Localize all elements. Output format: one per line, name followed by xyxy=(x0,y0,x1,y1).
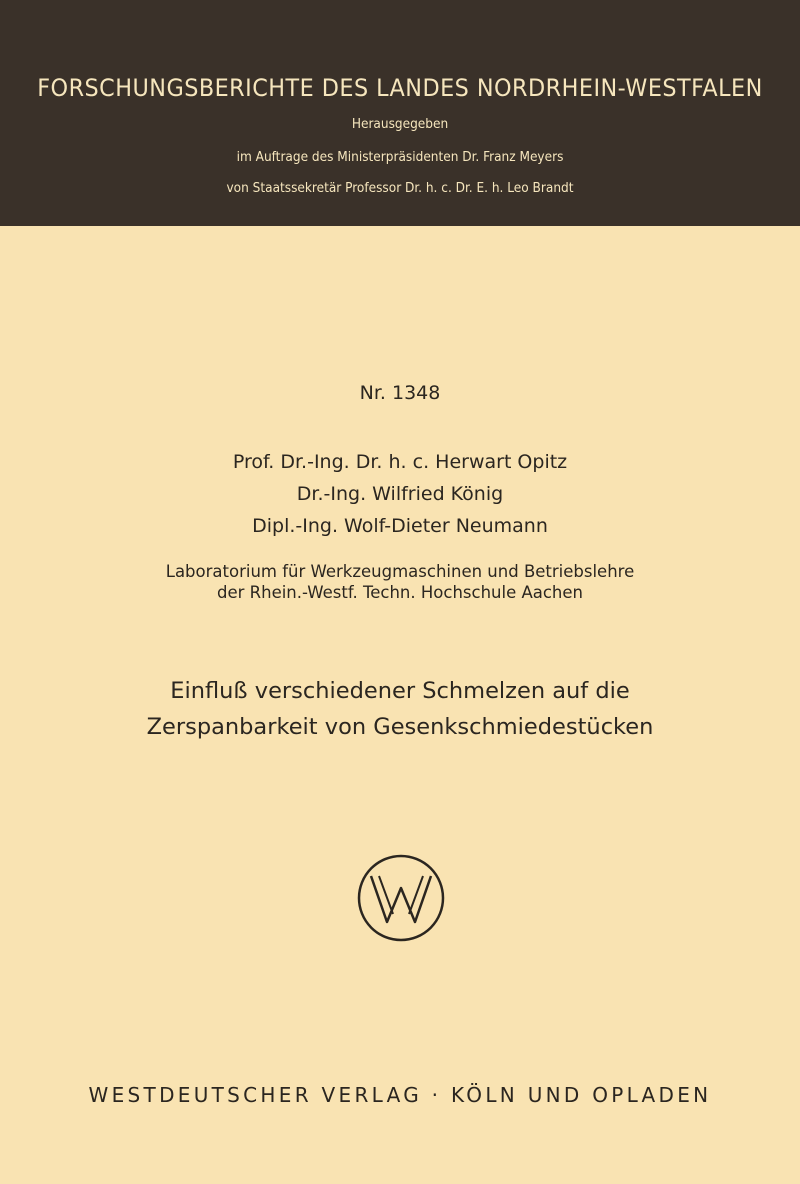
author: Dipl.-Ing. Wolf-Dieter Neumann xyxy=(252,515,548,537)
author: Dr.-Ing. Wilfried König xyxy=(296,483,504,505)
series-title: FORSCHUNGSBERICHTE DES LANDES NORDRHEIN-WESTFALEN xyxy=(37,74,763,102)
book-title-line: Zerspanbarkeit von Gesenkschmiedestücken xyxy=(146,714,654,740)
header-band xyxy=(0,0,800,226)
publisher-line: WESTDEUTSCHER VERLAG · KÖLN UND OPLADEN xyxy=(88,1083,712,1107)
editor-line: Herausgegeben xyxy=(351,116,449,132)
editor-line: im Auftrage des Ministerpräsidenten Dr. Franz Meyers xyxy=(236,149,564,165)
institution-line: der Rhein.-Westf. Techn. Hochschule Aachen xyxy=(217,583,583,602)
institution-line: Laboratorium für Werkzeugmaschinen und Betriebslehre xyxy=(165,562,635,581)
editor-line: von Staatssekretär Professor Dr. h. c. Dr. E. h. Leo Brandt xyxy=(226,180,574,196)
author: Prof. Dr.-Ing. Dr. h. c. Herwart Opitz xyxy=(232,451,568,473)
book-title-line: Einfluß verschiedener Schmelzen auf die xyxy=(170,678,630,704)
publisher-logo-icon xyxy=(357,854,445,942)
report-number: Nr. 1348 xyxy=(359,382,441,404)
